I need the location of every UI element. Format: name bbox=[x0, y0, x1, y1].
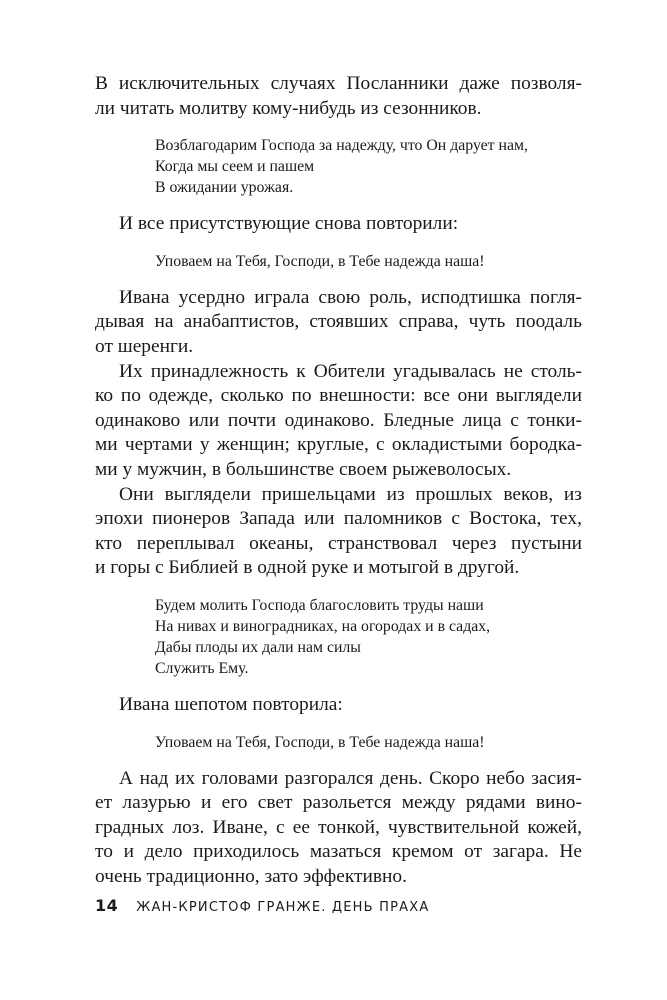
block-gap bbox=[95, 718, 582, 732]
text-line: Они выглядели пришельцами из прошлых веков, из bbox=[119, 483, 582, 505]
text-line: В исключительных случаях Посланники даже позволя- bbox=[95, 73, 582, 94]
text-line: градных лоз. Иване, с ее тонкой, чувствительной кожей, bbox=[95, 816, 582, 838]
text-line: эпохи пионеров Запада или паломников с Востока, тех, bbox=[95, 508, 582, 530]
block-gap bbox=[95, 237, 582, 251]
block-gap bbox=[95, 198, 582, 212]
verse-line: На нивах и виноградниках, на огородах и в садах, bbox=[155, 617, 491, 635]
verse-block bbox=[95, 595, 582, 679]
text-line: то и дело приходилось мазаться кремом от загара. Не bbox=[95, 841, 582, 863]
verse-block bbox=[95, 732, 582, 753]
paragraph bbox=[95, 72, 582, 121]
paragraph bbox=[95, 212, 582, 237]
text-line: и горы с Библией в одной руке и мотыгой в другой. bbox=[95, 557, 520, 579]
text-line: очень традиционно, зато эффективно. bbox=[95, 865, 407, 887]
paragraph bbox=[95, 286, 582, 360]
text-line: от шеренги. bbox=[95, 335, 194, 357]
block-gap bbox=[95, 679, 582, 693]
verse-line: Когда мы сеем и пашем bbox=[155, 158, 315, 176]
block-gap bbox=[95, 272, 582, 286]
paragraph bbox=[95, 360, 582, 483]
verse-line: Будем молить Господа благословить труды наши bbox=[155, 596, 484, 614]
text-line: кто переплывал океаны, странствовал через пустыни bbox=[95, 532, 582, 554]
verse-block bbox=[95, 251, 582, 272]
verse-line: Служить Ему. bbox=[155, 659, 249, 677]
text-line: дывая на анабаптистов, стоявших справа, чуть поодаль bbox=[95, 311, 582, 333]
verse-line: Уповаем на Тебя, Господи, в Тебе надежда наша! bbox=[155, 252, 485, 270]
text-line: Ивана шепотом повторила: bbox=[119, 693, 343, 715]
page-number: 14 bbox=[95, 896, 119, 915]
text-line: ли читать молитву кому-нибудь из сезонников. bbox=[95, 97, 482, 119]
running-footer bbox=[95, 896, 429, 915]
block-gap bbox=[95, 581, 582, 595]
text-line: ми чертами у женщин; круглые, с окладистыми бородка- bbox=[95, 434, 582, 456]
verse-line: Уповаем на Тебя, Господи, в Тебе надежда наша! bbox=[155, 733, 485, 751]
block-gap bbox=[95, 121, 582, 135]
verse-line: Возблагодарим Господа за надежду, что Он дарует нам, bbox=[155, 137, 528, 155]
text-line: ко по одежде, сколько по внешности: все они выглядели bbox=[95, 385, 582, 407]
text-line: А над их головами разгорался день. Скоро небо засия- bbox=[119, 767, 582, 789]
paragraph bbox=[95, 483, 582, 581]
paragraph bbox=[95, 767, 582, 890]
verse-line: Дабы плоды их дали нам силы bbox=[155, 638, 361, 656]
paragraph bbox=[95, 693, 582, 718]
block-gap bbox=[95, 753, 582, 767]
text-line: одинаково или почти одинаково. Бледные лица с тонки- bbox=[95, 409, 582, 431]
text-line: ми у мужчин, в большинстве своем рыжеволосых. bbox=[95, 458, 512, 480]
verse-line: В ожидании урожая. bbox=[155, 179, 294, 197]
text-line: ет лазурью и его свет разольется между рядами вино- bbox=[95, 792, 582, 814]
text-line: Их принадлежность к Обители угадывалась не столь- bbox=[119, 360, 582, 382]
running-title: ЖАН-КРИСТОФ ГРАНЖЕ. ДЕНЬ ПРАХА bbox=[136, 900, 430, 915]
text-line: Ивана усердно играла свою роль, исподтишка погля- bbox=[119, 286, 582, 308]
verse-block bbox=[95, 135, 582, 198]
page-body bbox=[95, 72, 582, 889]
text-line: И все присутствующие снова повторили: bbox=[119, 213, 459, 235]
